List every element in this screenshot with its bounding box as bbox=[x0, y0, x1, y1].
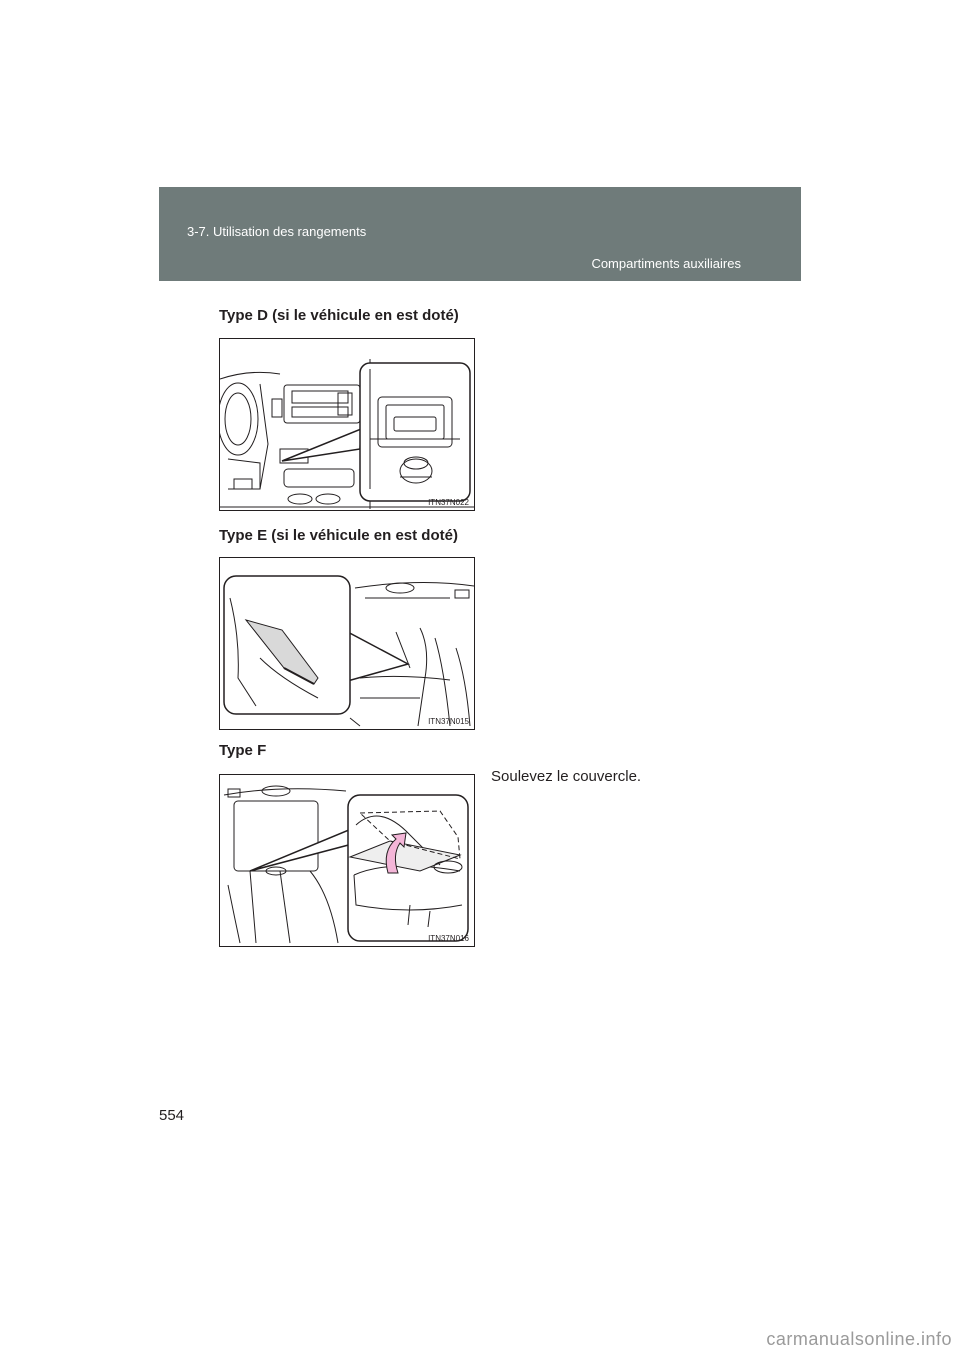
figure-type-e bbox=[219, 557, 475, 730]
dashboard-illustration bbox=[220, 339, 475, 511]
page-number: 554 bbox=[159, 1107, 185, 1124]
page-header bbox=[159, 187, 801, 281]
heading-type-f: Type F bbox=[219, 742, 267, 759]
subsection-title: Compartiments auxiliaires bbox=[591, 256, 741, 271]
heading-type-d: Type D (si le véhicule en est doté) bbox=[219, 307, 459, 324]
figure-type-f bbox=[219, 774, 475, 947]
armrest-illustration bbox=[220, 775, 475, 947]
console-illustration bbox=[220, 558, 475, 730]
section-title: 3-7. Utilisation des rangements bbox=[187, 224, 367, 239]
heading-type-e: Type E (si le véhicule en est doté) bbox=[219, 527, 458, 544]
figure-code: ITN37N022 bbox=[428, 498, 469, 507]
watermark: carmanualsonline.info bbox=[766, 1329, 952, 1349]
figure-code: ITN37N016 bbox=[428, 934, 469, 943]
figure-type-d bbox=[219, 338, 475, 511]
figure-code: ITN37N015 bbox=[428, 717, 469, 726]
instruction-text: Soulevez le couvercle. bbox=[491, 768, 642, 785]
